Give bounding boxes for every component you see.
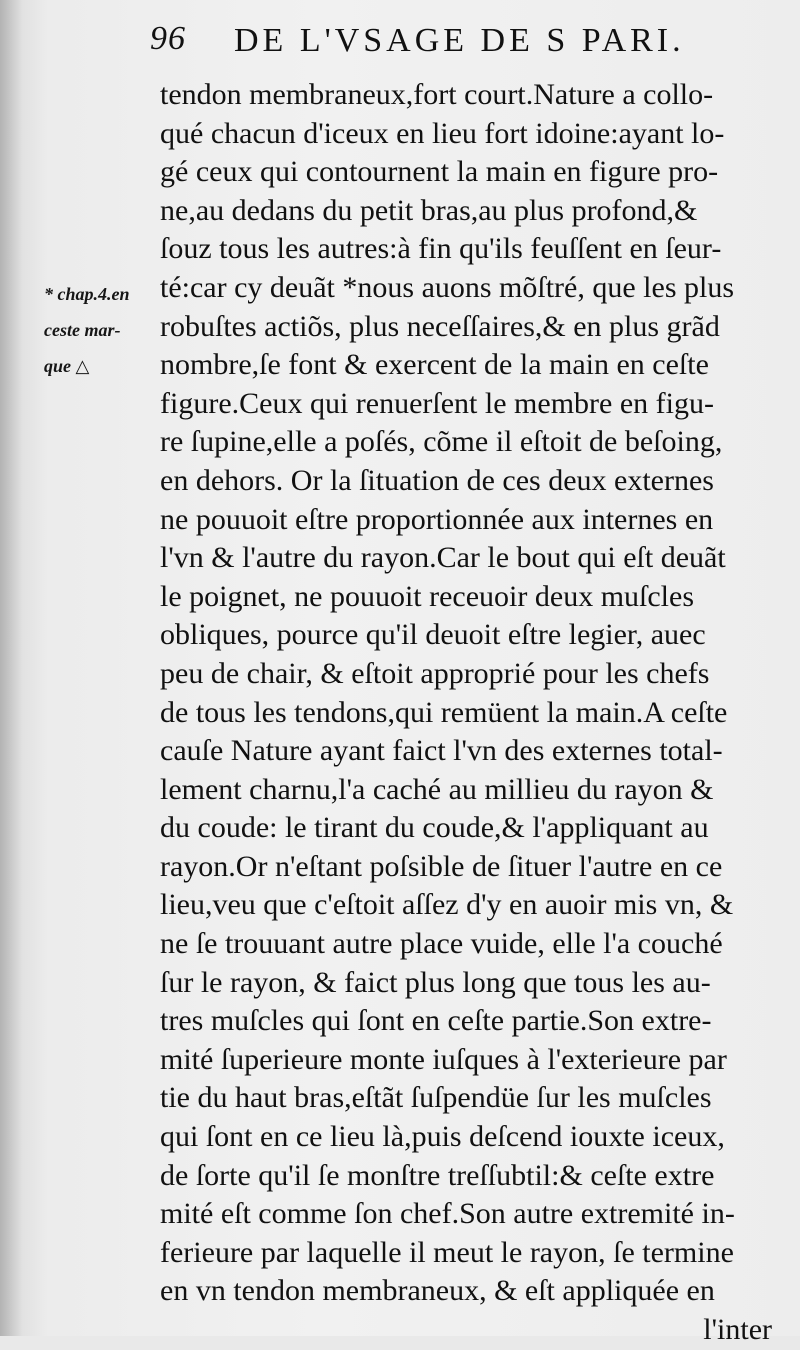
text-line: l'vn & l'autre du rayon.Car le bout qui eſt deuãt <box>160 541 726 575</box>
running-head <box>150 20 790 70</box>
text-line: en dehors. Or la ſituation de ces deux externes <box>160 463 714 497</box>
text-line: gé ceux qui contournent la main en figure pro- <box>160 155 719 189</box>
text-line: re ſupine,elle a poſés, cõme il eſtoit de beſoing, <box>160 425 723 459</box>
margin-note-line: * chap.4.en <box>44 284 130 304</box>
text-line: figure.Ceux qui renuerſent le membre en figu- <box>160 386 714 420</box>
text-line: qué chacun d'iceux en lieu fort idoine:ayant lo- <box>160 116 725 150</box>
text-line: ne ſe trouuant autre place vuide, elle l'a couché <box>160 927 723 961</box>
text-line: tie du haut bras,eſtãt ſuſpendüe ſur les muſcles <box>160 1081 712 1115</box>
text-line: de ſorte qu'il ſe monſtre treſſubtil:& ceſte extre <box>160 1158 715 1192</box>
text-line: mité ſuperieure monte iuſques à l'exterieure par <box>160 1042 727 1076</box>
page-number: 96 <box>150 20 186 57</box>
text-line: en vn tendon membraneux, & eſt appliquée en <box>160 1274 715 1308</box>
text-line: té:car cy deuãt *nous auons mõſtré, que les plus <box>160 270 735 304</box>
text-line: robuſtes actiõs, plus neceſſaires,& en plus grãd <box>160 309 720 343</box>
text-line: tendon membraneux,fort court.Nature a collo- <box>160 78 714 111</box>
catchword: l'inter <box>703 1313 772 1346</box>
text-line: le poignet, ne pouuoit receuoir deux muſcles <box>160 579 695 613</box>
text-line: ſouz tous les autres:à fin qu'ils feuſſent en ſeur- <box>160 232 722 266</box>
text-line: qui ſont en ce lieu là,puis deſcend iouxte iceux, <box>160 1120 725 1154</box>
text-line: du coude: le tirant du coude,& l'appliquant au <box>160 811 709 845</box>
text-line: tres muſcles qui ſont en ceſte partie.Son extre- <box>160 1004 712 1038</box>
text-line: ſur le rayon, & faict plus long que tous les au- <box>160 965 711 999</box>
body-text <box>160 76 780 1350</box>
page-gutter-shadow <box>0 0 22 1336</box>
margin-note-line: ceste mar- <box>44 320 121 340</box>
running-title: DE L'VSAGE DE S PARI. <box>234 22 685 59</box>
text-line: cauſe Nature ayant faict l'vn des externes total- <box>160 734 723 768</box>
margin-note <box>44 276 162 384</box>
text-line: ne,au dedans du petit bras,au plus profond,& <box>160 193 698 227</box>
text-line: lieu,veu que c'eſtoit aſſez d'y en auoir mis vn, & <box>160 888 734 922</box>
text-line: mité eſt comme ſon chef.Son autre extremité in- <box>160 1197 735 1231</box>
text-line: peu de chair, & eſtoit approprié pour les chefs <box>160 656 710 690</box>
text-line: nombre,ſe font & exercent de la main en ceſte <box>160 348 709 382</box>
text-line: rayon.Or n'eſtant poſsible de ſituer l'autre en ce <box>160 849 723 883</box>
text-line: lement charnu,l'a caché au millieu du rayon & <box>160 772 714 806</box>
text-line: de tous les tendons,qui remüent la main.A ceſte <box>160 695 728 729</box>
text-line: ferieure par laquelle il meut le rayon, ſe termine <box>160 1235 734 1269</box>
text-line: ne pouuoit eſtre proportionnée aux internes en <box>160 502 714 536</box>
text-line: obliques, pource qu'il deuoit eſtre legier, auec <box>160 618 706 652</box>
margin-note-line: que △ <box>44 356 90 376</box>
